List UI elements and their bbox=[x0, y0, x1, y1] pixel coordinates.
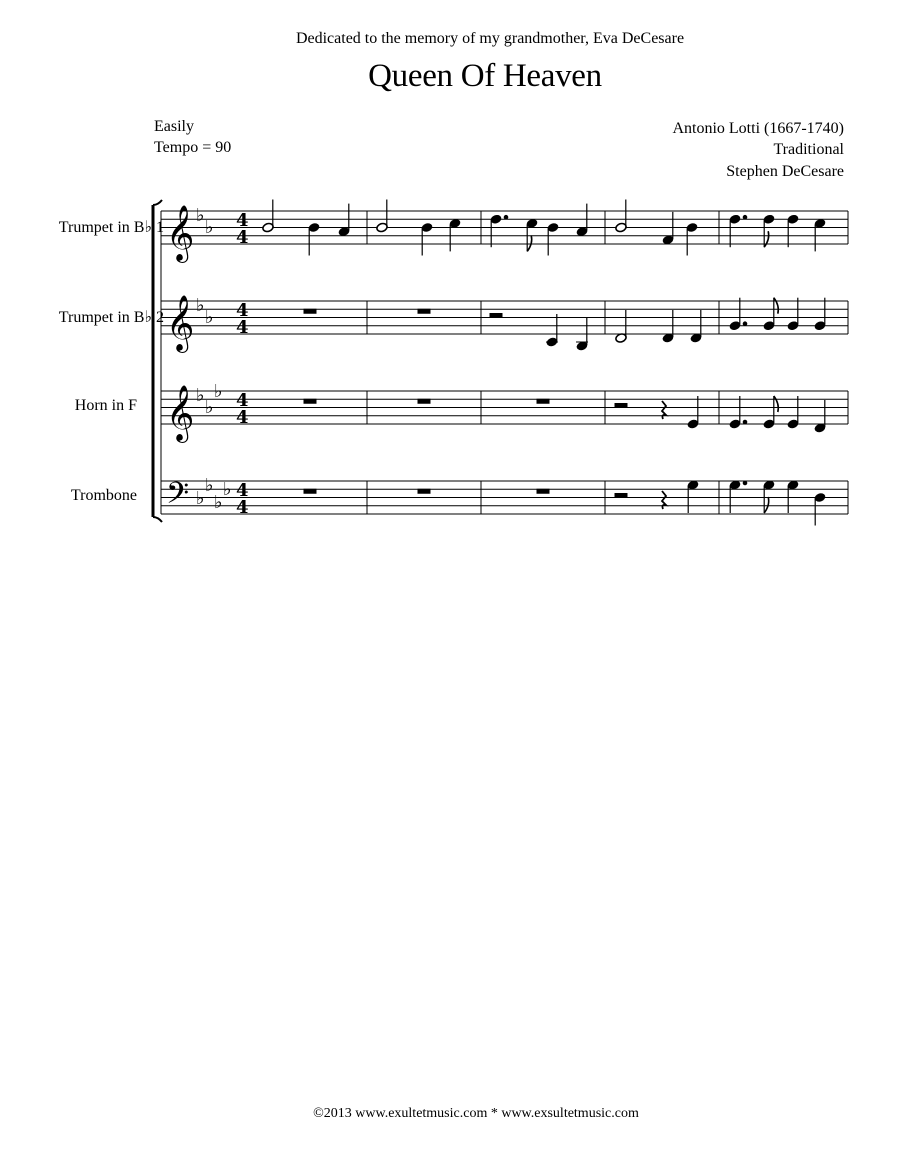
key-flat-icon: ♭ bbox=[205, 397, 214, 418]
whole-rest bbox=[304, 399, 316, 403]
dot bbox=[743, 481, 747, 485]
key-flat-icon: ♭ bbox=[214, 381, 223, 402]
footer-copyright: ©2013 www.exultetmusic.com * www.exsultetmusic.com bbox=[313, 1106, 639, 1121]
key-flat-icon: ♭ bbox=[205, 475, 214, 496]
key-flat-icon: ♭ bbox=[196, 205, 205, 226]
dot bbox=[743, 215, 747, 219]
whole-rest bbox=[418, 489, 430, 493]
key-flat-icon: ♭ bbox=[196, 385, 205, 406]
treble-clef-icon: 𝄞 bbox=[166, 385, 195, 441]
dot bbox=[743, 420, 747, 424]
instrument-name-trumpet-1: Trumpet in B♭ 1 bbox=[58, 219, 164, 236]
tempo-value: Tempo = 90 bbox=[154, 139, 232, 156]
key-flat-icon: ♭ bbox=[214, 492, 223, 513]
key-flat-icon: ♭ bbox=[196, 488, 205, 509]
quarter-rest bbox=[662, 491, 666, 509]
flag bbox=[764, 497, 769, 513]
instrument-name-trumpet-2: Trumpet in B♭ 2 bbox=[58, 309, 164, 326]
dedication: Dedicated to the memory of my grandmother, Eva DeCesare bbox=[295, 30, 685, 47]
flag bbox=[764, 231, 769, 247]
whole-rest bbox=[537, 399, 549, 403]
flag bbox=[774, 396, 779, 412]
half-rest bbox=[615, 494, 627, 498]
time-signature-bottom: 4 bbox=[236, 407, 249, 428]
instrument-name-trombone: Trombone bbox=[70, 487, 137, 504]
whole-rest bbox=[304, 309, 316, 313]
whole-rest bbox=[304, 489, 316, 493]
dot bbox=[504, 215, 508, 219]
page-title: Queen Of Heaven bbox=[368, 58, 602, 94]
flag bbox=[527, 235, 532, 251]
instrument-name-horn: Horn in F bbox=[74, 397, 137, 414]
bass-clef-icon: 𝄢 bbox=[166, 477, 190, 518]
time-signature-bottom: 4 bbox=[236, 497, 249, 518]
time-signature-bottom: 4 bbox=[236, 227, 249, 248]
time-signature-top: 4 bbox=[236, 210, 249, 231]
time-signature-top: 4 bbox=[236, 480, 249, 501]
tempo-marking: Easily bbox=[154, 118, 194, 135]
lyricist-credit: Traditional bbox=[773, 141, 844, 158]
whole-rest bbox=[418, 399, 430, 403]
whole-rest bbox=[418, 309, 430, 313]
time-signature-top: 4 bbox=[236, 390, 249, 411]
key-flat-icon: ♭ bbox=[205, 307, 214, 328]
time-signature-bottom: 4 bbox=[236, 317, 249, 338]
half-rest bbox=[615, 404, 627, 408]
treble-clef-icon: 𝄞 bbox=[166, 295, 195, 351]
whole-rest bbox=[537, 489, 549, 493]
quarter-rest bbox=[662, 401, 666, 419]
half-rest bbox=[490, 314, 502, 318]
time-signature-top: 4 bbox=[236, 300, 249, 321]
flag bbox=[774, 298, 779, 314]
composer-credit: Antonio Lotti (1667-1740) bbox=[672, 120, 844, 137]
key-flat-icon: ♭ bbox=[205, 217, 214, 238]
treble-clef-icon: 𝄞 bbox=[166, 205, 195, 261]
dot bbox=[743, 322, 747, 326]
key-flat-icon: ♭ bbox=[196, 295, 205, 316]
arranger-credit: Stephen DeCesare bbox=[726, 163, 844, 180]
key-flat-icon: ♭ bbox=[223, 479, 232, 500]
